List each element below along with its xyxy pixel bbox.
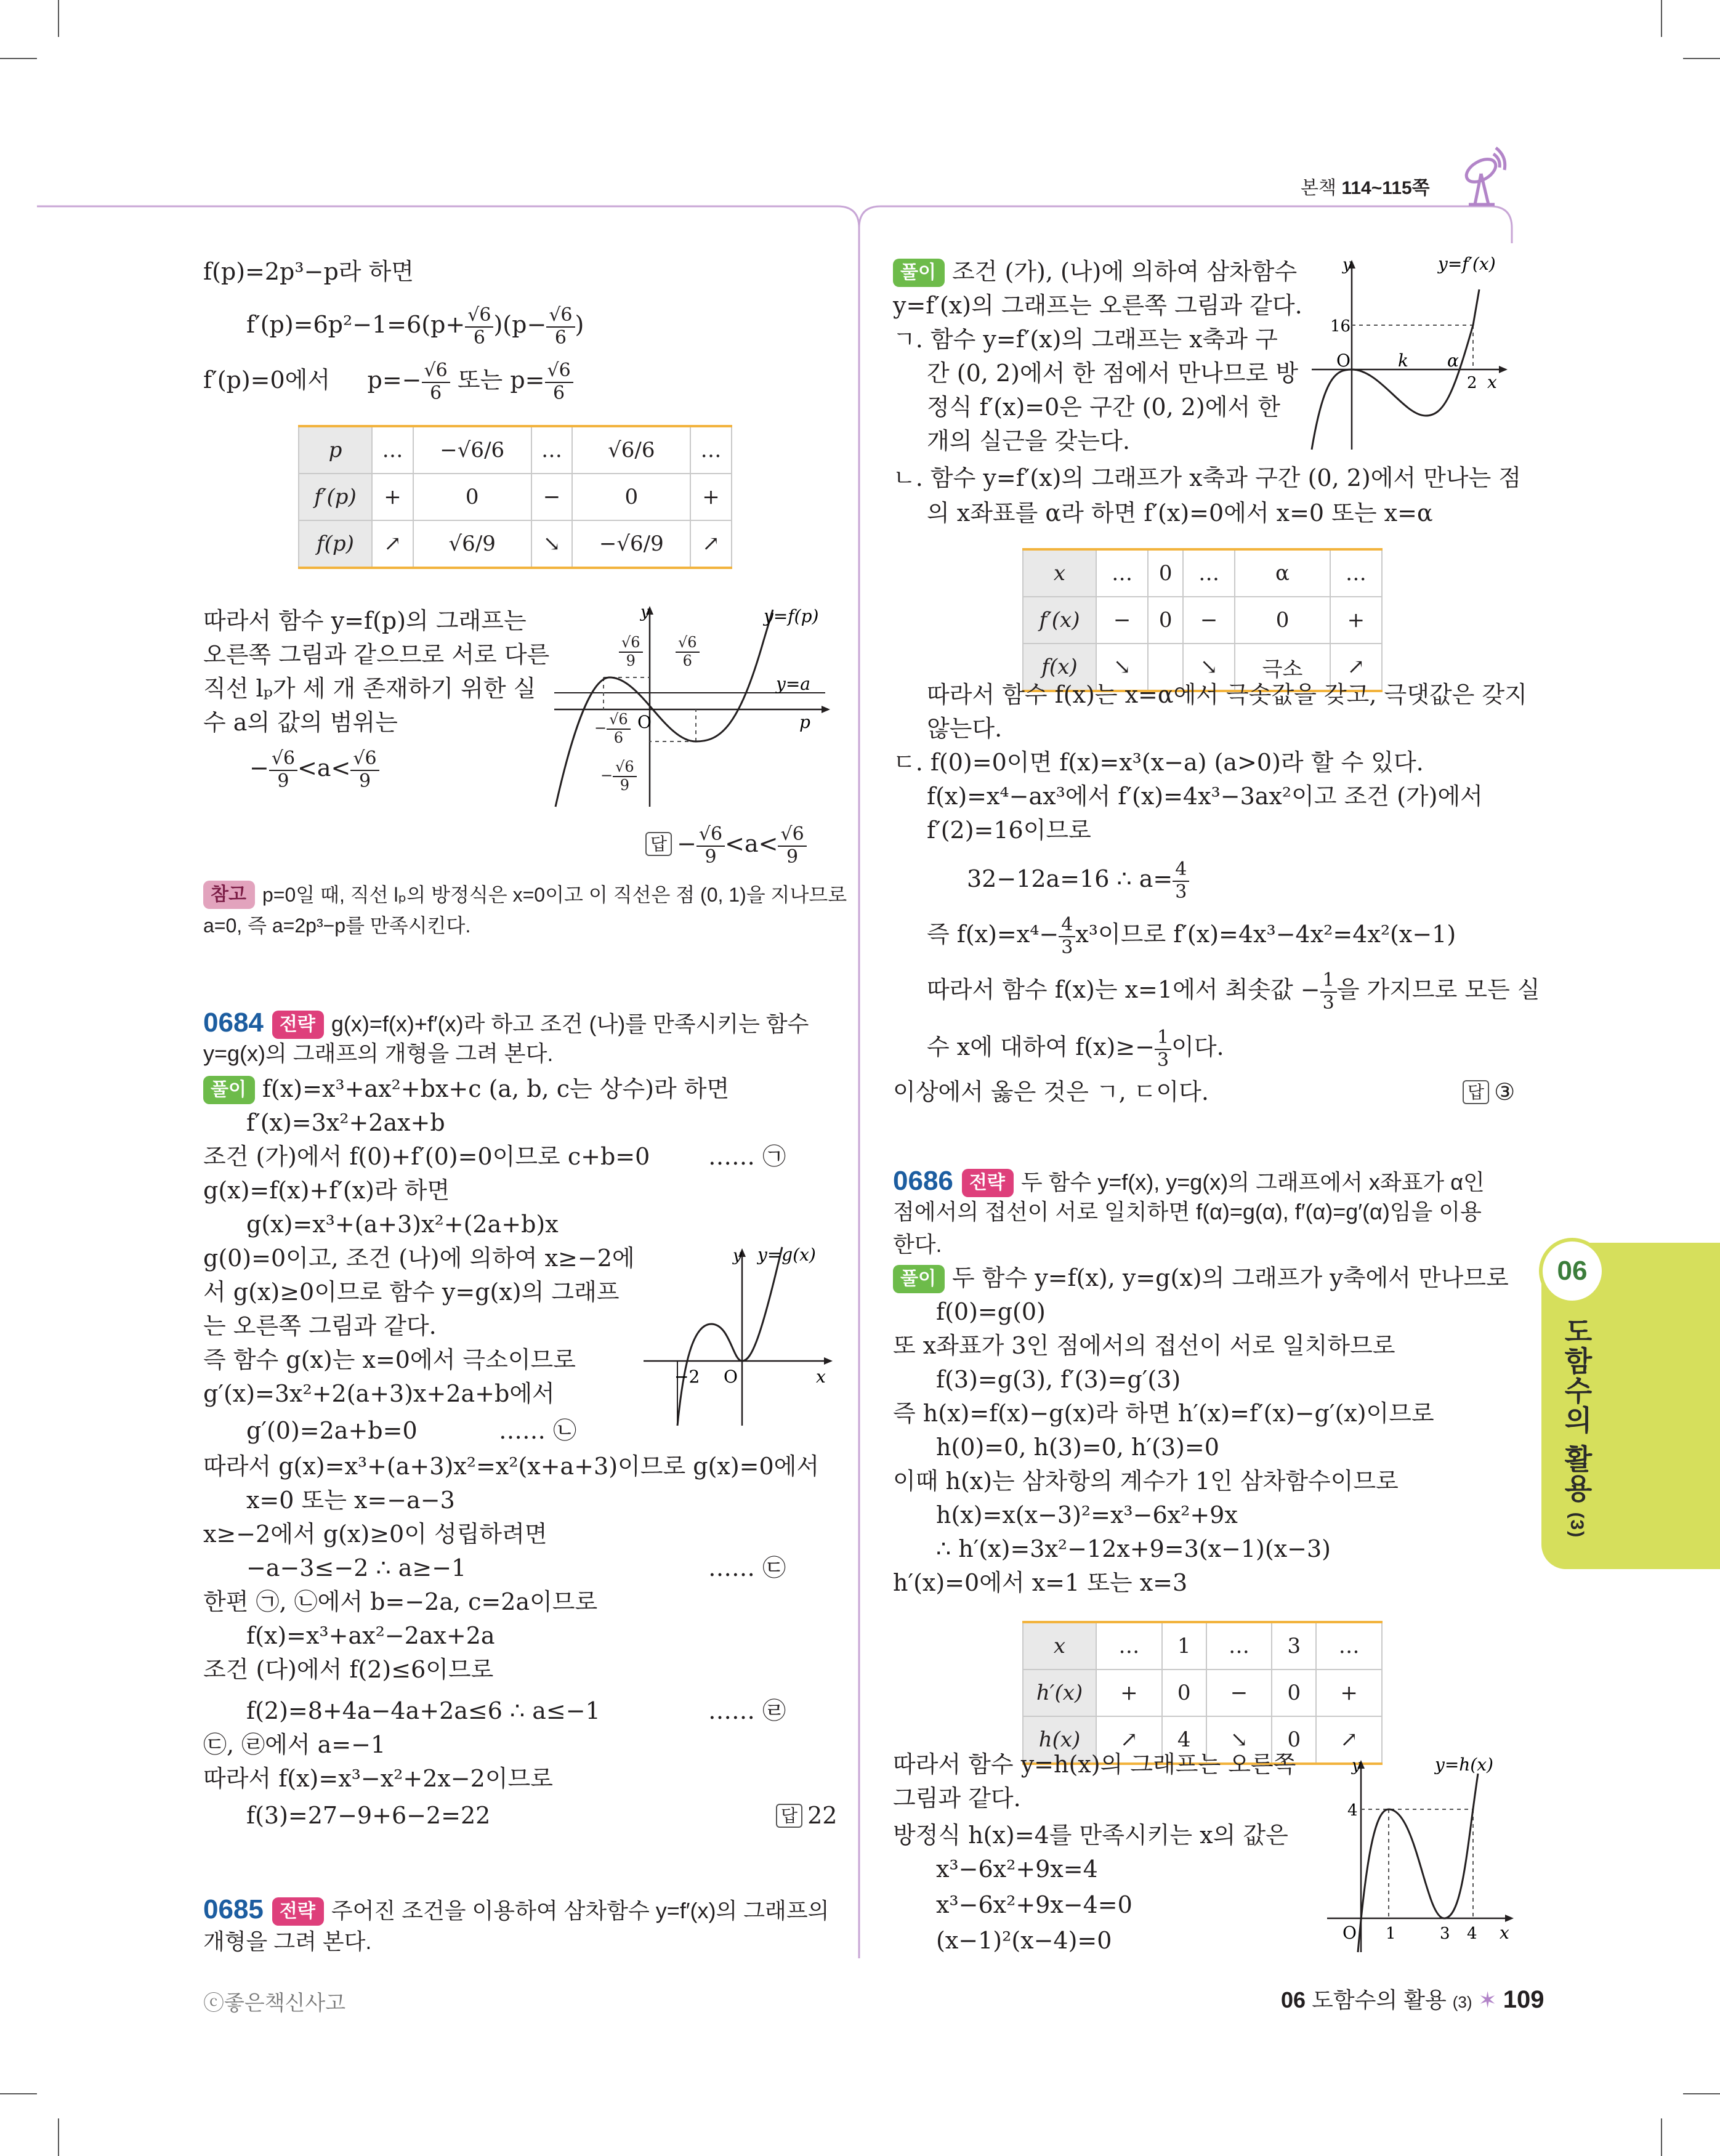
para-line: 오른쪽 그림과 같으므로 서로 다른 [203,641,550,668]
left-line-2: f′(p)=6p²−1=6(p+ $\frac{√6}{6}$ )(p− $\frac{√6}{6}$ ) [246,304,584,349]
sol-line: 풀이 두 함수 y=f(x), y=g(x)의 그래프가 y축에서 만나므로 [893,1264,1509,1293]
tick-alpha: α [1447,350,1459,371]
problem-0686-strategy-2: 점에서의 접선이 서로 일치하면 f(α)=g(α), f′(α)=g′(α)임을 이용 [893,1199,1482,1224]
tick-neg2: −2 [674,1367,700,1387]
sol-line: f(0)=g(0) [936,1298,1046,1325]
sol-line: 풀이 조건 (가), (나)에 의하여 삼차함수 [893,257,1297,287]
sol-line: 따라서 함수 f(x)는 x=α에서 극솟값을 갖고, 극댓값은 갖지 [927,681,1527,708]
origin-label: O [1342,1923,1357,1943]
tick-neg-sqrt6-9: − $\frac{√6}{9}$ [600,759,637,794]
axis-x-label: x [1487,372,1497,392]
sol-line: 는 오른쪽 그림과 같다. [203,1312,437,1339]
footer-chapter: 06 도함수의 활용 (3) ✶ 109 [1281,1986,1544,2013]
sol-line: −a−3≤−2 ∴ a≥−1 [246,1554,467,1581]
curve-label: y=g(x) [757,1245,816,1265]
problem-0686-strategy: 0686 전략 두 함수 y=f(x), y=g(x)의 그래프에서 x좌표가 α인 [893,1166,1485,1196]
table-row: h′(x) + 0 − 0 + [1023,1669,1382,1716]
curve-label: y=f(p) [764,606,819,626]
sign-table-fx [1022,548,1383,692]
page-ref: 본책 114~115쪽 [1301,178,1430,198]
table-row: f(p) ↗ √6/9 ↘ −√6/9 ↗ [299,520,732,568]
tick-16: 16 [1330,317,1351,336]
range-of-a: − $\frac{√6}{9}$ <a< $\frac{√6}{9}$ [249,748,379,792]
sol-line: h(x)=x(x−3)²=x³−6x²+9x [936,1501,1238,1528]
table-row: f′(p) + 0 − 0 + [299,474,732,520]
sol-line: ㄱ. 함수 y=f′(x)의 그래프는 x축과 구 [893,326,1278,353]
sol-line: (x−1)²(x−4)=0 [936,1927,1112,1954]
sol-line: 조건 (가)에서 f(0)+f′(0)=0이므로 c+b=0 [203,1143,650,1170]
sol-line: f′(2)=16이므로 [927,817,1091,844]
sol-line: g(x)=x³+(a+3)x²+(2a+b)x [246,1211,559,1238]
graph-hx [1324,1755,1521,1958]
sol-line: 정식 f′(x)=0은 구간 (0, 2)에서 한 [927,394,1280,421]
origin-label: O [637,712,652,732]
tick-2: 2 [1467,374,1477,392]
sol-line: 풀이 f(x)=x³+ax²+bx+c (a, b, c는 상수)라 하면 [203,1075,729,1104]
para-line: 수 a의 값의 범위는 [203,709,398,736]
sol-line: 개의 실근을 갖는다. [927,427,1130,454]
sol-line: 의 x좌표를 α라 하면 f′(x)=0에서 x=0 또는 x=α [927,499,1433,527]
sol-line: 이때 h(x)는 삼차항의 계수가 1인 삼차함수이므로 [893,1468,1399,1495]
problem-0684-strategy: 0684 전략 g(x)=f(x)+f′(x)라 하고 조건 (나)를 만족시키는 함수 [203,1007,809,1038]
sol-line: ㄷ. f(0)=0이면 f(x)=x³(x−a) (a>0)라 할 수 있다. [893,749,1424,776]
curve-label: y=h(x) [1435,1755,1493,1775]
sol-line: f(3)=27−9+6−2=22 [246,1802,491,1829]
left-line-3: f′(p)=0에서 p=− $\frac{√6}{6}$ 또는 p= $\frac{√6}{6}$ [203,360,573,404]
sol-line: 그림과 같다. [893,1785,1021,1812]
copyright: ⓒ좋은책신사고 [203,1992,346,2015]
sol-line: 서 g(x)≥0이므로 함수 y=g(x)의 그래프 [203,1278,620,1306]
sol-line: h′(x)=0에서 x=1 또는 x=3 [893,1569,1188,1596]
axis-x-label: x [1500,1923,1509,1943]
sol-line: 또 x좌표가 3인 점에서의 접선이 서로 일치하므로 [893,1332,1395,1359]
tick-sqrt6-9: $\frac{√6}{9}$ [619,634,643,669]
sol-line: 즉 f(x)=x⁴− $\frac{4}{3}$ x³이므로 f′(x)=4x³−4x²=4x²(x−1) [927,914,1456,958]
tick-k: k [1398,350,1408,371]
sol-line: 간 (0, 2)에서 한 점에서 만나므로 방 [927,360,1299,387]
sol-line: 한편 ㉠, ㉡에서 b=−2a, c=2a이므로 [203,1588,598,1615]
sol-line: 따라서 함수 y=h(x)의 그래프는 오른쪽 [893,1751,1296,1778]
sol-line: f′(x)=3x²+2ax+b [246,1109,445,1136]
line-label: y=a [776,674,810,694]
sol-line: 따라서 함수 f(x)는 x=1에서 최솟값 − $\frac{1}{3}$ 을 가지므로 모든 실 [927,969,1540,1014]
tick-3: 3 [1440,1924,1450,1943]
problem-0686-strategy-3: 한다. [893,1232,942,1257]
sol-line: ㉢, ㉣에서 a=−1 [203,1731,386,1758]
sol-line: g(0)=0이고, 조건 (나)에 의하여 x≥−2에 [203,1245,635,1272]
problem-0684-strategy-2: y=g(x)의 그래프의 개형을 그려 본다. [203,1041,554,1066]
table-row: p … −√6/6 … √6/6 … [299,426,732,474]
sol-line: f(x)=x⁴−ax³에서 f′(x)=4x³−3ax²이고 조건 (가)에서 [927,783,1483,810]
sol-line: 이상에서 옳은 것은 ㄱ, ㄷ이다. [893,1078,1209,1105]
sign-table-hx [1022,1621,1383,1765]
para-line: 직선 lₚ가 세 개 존재하기 위한 실 [203,675,536,702]
sol-line: 따라서 g(x)=x³+(a+3)x²=x²(x+a+3)이므로 g(x)=0에서 [203,1453,820,1480]
sign-table-fp [298,425,732,569]
sol-line: x=0 또는 x=−a−3 [246,1487,455,1514]
table-row: x … 1 … 3 … [1023,1622,1382,1669]
side-chapter-num: 06 [1539,1238,1605,1304]
marker: …… ㉠ [708,1143,786,1170]
answer-683: 답 − $\frac{√6}{9}$ <a< $\frac{√6}{9}$ [645,824,807,868]
graph-gx [640,1241,838,1432]
sol-line: x³−6x²+9x=4 [936,1855,1098,1883]
tick-1: 1 [1386,1924,1396,1943]
tick-4: 4 [1347,1801,1358,1820]
axis-x-label: p [799,712,810,732]
sol-line: 32−12a=16 ∴ a= $\frac{4}{3}$ [967,859,1189,903]
axis-x-label: x [816,1367,826,1387]
reference-note-2: a=0, 즉 a=2p³−p를 만족시킨다. [203,914,471,937]
table-row: f(x) ↘ ↘ 극소 ↗ [1023,644,1382,691]
satellite-icon [1450,143,1509,211]
para-line: 따라서 함수 y=f(p)의 그래프는 [203,607,527,634]
table-row: f′(x) − 0 − 0 + [1023,597,1382,644]
chapter-side-tab [1541,1243,1720,1569]
sol-line: g′(0)=2a+b=0 [246,1417,418,1444]
tick-neg-sqrt6-6: − $\frac{√6}{6}$ [594,711,631,746]
left-line-1: f(p)=2p³−p라 하면 [203,258,414,285]
sol-line: f(x)=x³+ax²−2ax+2a [246,1622,495,1649]
axis-y-label: y [1342,256,1352,274]
tick-sqrt6-6: $\frac{√6}{6}$ [676,634,700,669]
reference-note: 참고 p=0일 때, 직선 lₚ의 방정식은 x=0이고 이 직선은 점 (0, 1)을 지나므로 [203,881,847,909]
axis-y-label: y [640,604,650,621]
sol-line: h(0)=0, h(3)=0, h′(3)=0 [936,1434,1219,1461]
sol-line: x³−6x²+9x−4=0 [936,1891,1133,1918]
graph-fprime [1299,252,1515,456]
table-row: h(x) ↗ 4 ↘ 0 ↗ [1023,1716,1382,1764]
sol-line: 조건 (다)에서 f(2)≤6이므로 [203,1656,494,1683]
sol-line: g(x)=f(x)+f′(x)라 하면 [203,1177,450,1204]
sol-line: ㄴ. 함수 y=f′(x)의 그래프가 x축과 구간 (0, 2)에서 만나는 점 [893,464,1522,491]
sol-line: 수 x에 대하여 f(x)≥− $\frac{1}{3}$ 이다. [927,1027,1224,1071]
tick-4x: 4 [1467,1924,1477,1943]
problem-0685-strategy: 0685 전략 주어진 조건을 이용하여 삼차함수 y=f′(x)의 그래프의 [203,1894,830,1924]
sol-line: f(3)=g(3), f′(3)=g′(3) [936,1366,1181,1393]
axis-y-label: y [1352,1756,1361,1775]
origin-label: O [1336,350,1351,371]
table-row: x … 0 … α … [1023,549,1382,597]
problem-0685-strategy-2: 개형을 그려 본다. [203,1929,372,1954]
sol-line: g′(x)=3x²+2(a+3)x+2a+b에서 [203,1380,555,1407]
answer-685: 답 ③ [1463,1078,1515,1107]
sol-line: 즉 함수 g(x)는 x=0에서 극소이므로 [203,1346,576,1373]
sol-line: 않는다. [927,715,1003,742]
sol-line: f(2)=8+4a−4a+2a≤6 ∴ a≤−1 [246,1697,600,1724]
sol-line: y=f′(x)의 그래프는 오른쪽 그림과 같다. [893,292,1302,319]
marker: …… ㉡ [499,1417,577,1444]
answer-684: 답 22 [776,1801,837,1831]
axis-y-label: y [733,1246,742,1265]
side-chapter-title: 도함수의 활용 (3) [1561,1317,1593,1539]
sol-line: 즉 h(x)=f(x)−g(x)라 하면 h′(x)=f′(x)−g′(x)이므로 [893,1400,1434,1427]
origin-label: O [724,1367,738,1387]
marker: …… ㉢ [708,1554,786,1581]
sol-line: x≥−2에서 g(x)≥0이 성립하려면 [203,1520,547,1548]
marker: …… ㉣ [708,1697,786,1724]
sol-line: 방정식 h(x)=4를 만족시키는 x의 값은 [893,1822,1288,1849]
curve-label: y=f′(x) [1438,254,1496,274]
sol-line: 따라서 f(x)=x³−x²+2x−2이므로 [203,1765,553,1792]
sol-line: ∴ h′(x)=3x²−12x+9=3(x−1)(x−3) [936,1535,1331,1562]
